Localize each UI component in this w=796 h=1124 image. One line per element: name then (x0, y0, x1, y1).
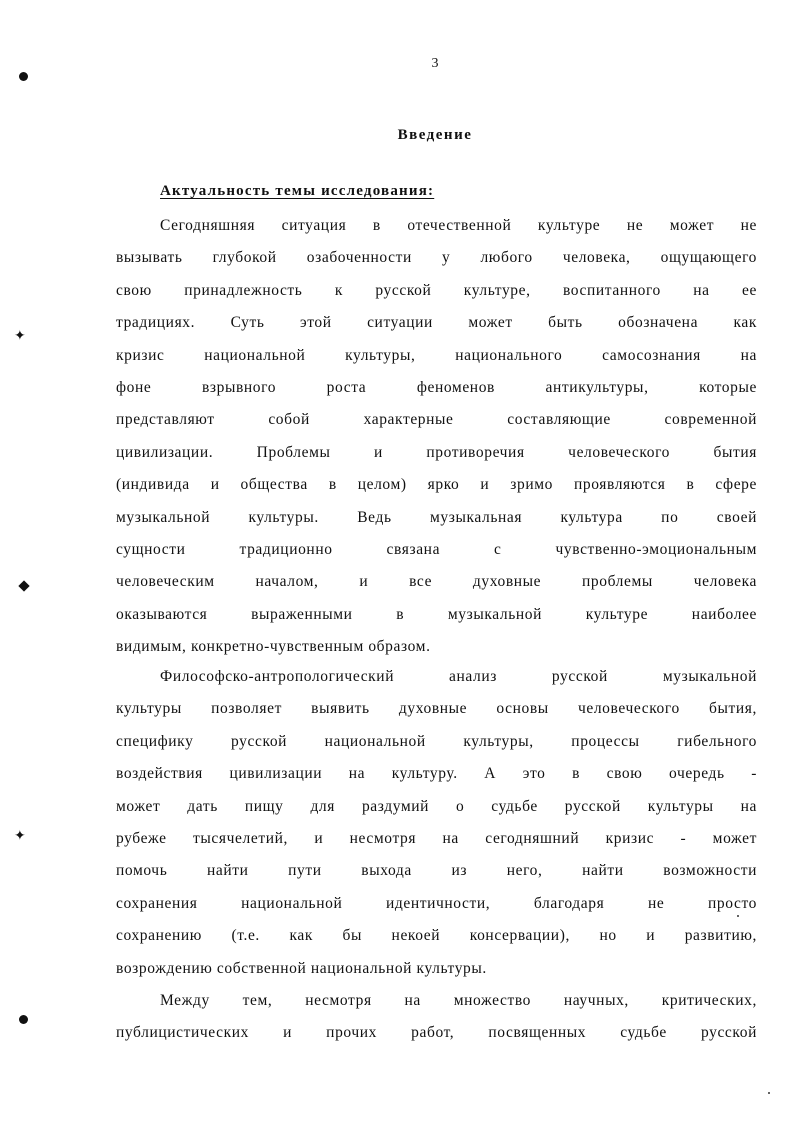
text-line: кризис национальной культуры, национального самосознания на (116, 346, 757, 364)
text-line: вызывать глубокой озабоченности у любого человека, ощущающего (116, 249, 757, 267)
text-line: свою принадлежность к русской культуре, воспитанного на ее (116, 281, 757, 299)
text-line: видимым, конкретно-чувственным образом. (116, 638, 431, 656)
text-line: рубеже тысячелетий, и несмотря на сегодняшний кризис - может (116, 829, 757, 847)
scan-mark-dot (19, 1015, 28, 1024)
scan-mark-star (14, 830, 26, 842)
section-heading: Введение (397, 127, 473, 143)
paragraph-2 (116, 661, 757, 985)
text-line: воздействия цивилизации на культуру. А это в свою очередь - (116, 765, 757, 783)
text-line: (индивида и общества в целом) ярко и зримо проявляются в сфере (116, 476, 757, 494)
scan-mark-star (14, 330, 26, 342)
text-line: музыкальной культуры. Ведь музыкальная культура по своей (116, 508, 757, 526)
text-line: сущности традиционно связана с чувственно-эмоциональным (116, 540, 757, 558)
text-line: человеческим началом, и все духовные проблемы человека (116, 573, 757, 591)
text-line: публицистических и прочих работ, посвященных судьбе русской (116, 1024, 757, 1042)
text-line: сохранения национальной идентичности, благодаря не просто (116, 894, 757, 912)
paragraph-3 (116, 985, 757, 1050)
text-line: помочь найти пути выхода из него, найти возможности (116, 862, 757, 880)
subsection-heading: Актуальность темы исследования: (160, 183, 435, 199)
text-line: традициях. Суть этой ситуации может быть обозначена как (116, 314, 757, 332)
text-line: культуры позволяет выявить духовные основы человеческого бытия, (116, 700, 757, 718)
text-line: специфику русской национальной культуры, процессы гибельного (116, 732, 757, 750)
scan-mark-diamond (18, 580, 29, 591)
text-line: цивилизации. Проблемы и противоречия человеческого бытия (116, 443, 757, 461)
text-line: Философско-антропологический анализ русской музыкальной (160, 668, 757, 685)
text-line: возрождению собственной национальной культуры. (116, 959, 487, 977)
text-line: оказываются выраженными в музыкальной культуре наиболее (116, 605, 757, 623)
text-line: фоне взрывного роста феноменов антикультуры, которые (116, 378, 757, 396)
text-line: Сегодняшняя ситуация в отечественной культуре не может не (160, 217, 757, 234)
text-line: сохранению (т.е. как бы некоей консервации), но и развитию, (116, 927, 757, 945)
text-line: может дать пищу для раздумий о судьбе русской культуры на (116, 797, 757, 815)
text-line: представляют собой характерные составляющие современной (116, 411, 757, 429)
scan-mark-dot (19, 72, 28, 81)
page-number: 3 (431, 56, 439, 71)
scan-speck (768, 1092, 770, 1094)
scan-speck (737, 915, 739, 917)
text-line: Между тем, несмотря на множество научных, критических, (160, 992, 757, 1009)
paragraph-1 (116, 210, 757, 663)
